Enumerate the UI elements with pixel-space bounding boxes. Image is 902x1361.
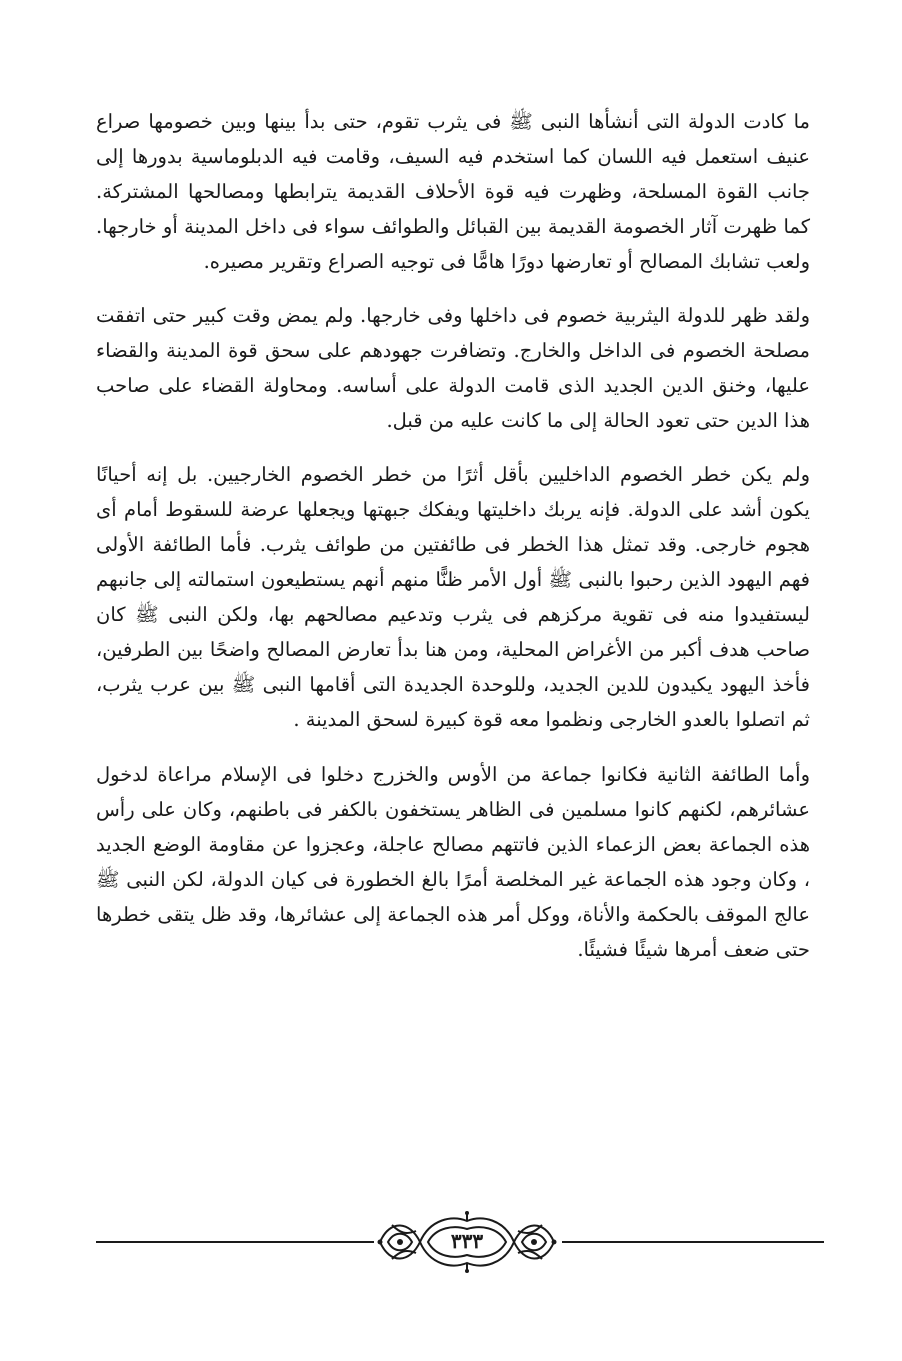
paragraph-3: ولم يكن خطر الخصوم الداخليين بأقل أثرًا من خطر الخصوم الخارجيين. بل إنه أحيانًا يكون أشد على الدولة. فإنه يربك داخليتها ويفكك جبهتها ويجعلها عرضة للسقوط أمام أى هجوم خارجى. وقد تمثل هذا الخطر فى طائفتين من طوائف يثرب. فأما الطائفة الأولى فهم اليهود الذين رحبوا بالنبى ﷺ أول الأمر ظنًّا منهم أنهم يستطيعون استمالته إلى جانبهم ليستفيدوا منه فى تقوية مركزهم فى يثرب وتدعيم مصالحهم بها، ولكن النبى ﷺ كان صاحب هدف أكبر من الأغراض المحلية، ومن هنا بدأ تعارض المصالح واضحًا بين الطرفين، فأخذ اليهود يكيدون للدين الجديد، وللوحدة الجديدة التى أقامها النبى ﷺ بين عرب يثرب، ثم اتصلوا بالعدو الخارجى ونظموا معه قوة كبيرة لسحق المدينة . — [96, 463, 810, 731]
paragraph-1: ما كادت الدولة التى أنشأها النبى ﷺ فى يثرب تقوم، حتى بدأ بينها وبين خصومها صراع عنيف استعمل فيه اللسان كما استخدم فيه السيف، وقامت فيه الدبلوماسية بدورها إلى جانب القوة المسلحة، وظهرت فيه قوة الأحلاف القديمة يترابطها ومصالحها المشتركة. كما ظهرت آثار الخصومة القديمة بين القبائل والطوائف سواء فى داخل المدينة أو خارجها. ولعب تشابك المصالح أو تعارضها دورًا هامًّا فى توجيه الصراع وتقرير مصيره. — [96, 110, 810, 273]
paragraph-4: وأما الطائفة الثانية فكانوا جماعة من الأوس والخزرج دخلوا فى الإسلام مراعاة لدخول عشائرهم، لكنهم كانوا مسلمين فى الظاهر يستخفون بالكفر فى باطنهم، وكان على رأس هذه الجماعة بعض الزعماء الذين فاتتهم مصالح عاجلة، وعجزوا عن مقاومة الوضع الجديد ، وكان وجود هذه الجماعة غير المخلصة أمرًا بالغ الخطورة فى كيان الدولة، لكن النبى ﷺ عالج الموقف بالحكمة والأناة، ووكل أمر هذه الجماعة إلى عشائرها، وقد ظل يتقى خطرها حتى ضعف أمرها شيئًا فشيئًا. — [96, 763, 810, 961]
footer-rule-right — [562, 1241, 824, 1243]
page-footer — [96, 1207, 824, 1277]
paragraph-2: ولقد ظهر للدولة اليثربية خصوم فى داخلها وفى خارجها. ولم يمض وقت كبير حتى اتفقت مصلحة الخصوم فى الداخل والخارج. وتضافرت جهودهم على سحق قوة المدينة والقضاء عليها، وخنق الدين الجديد الذى قامت الدولة على أساسه. ومحاولة القضاء على صاحب هذا الدين حتى تعود الحالة إلى ما كانت عليه من قبل. — [96, 304, 810, 432]
body-text — [96, 104, 810, 967]
page-number: ٣٣٣ — [450, 1229, 484, 1253]
page-number-ornament — [372, 1207, 562, 1277]
footer-rule-left — [96, 1241, 374, 1243]
